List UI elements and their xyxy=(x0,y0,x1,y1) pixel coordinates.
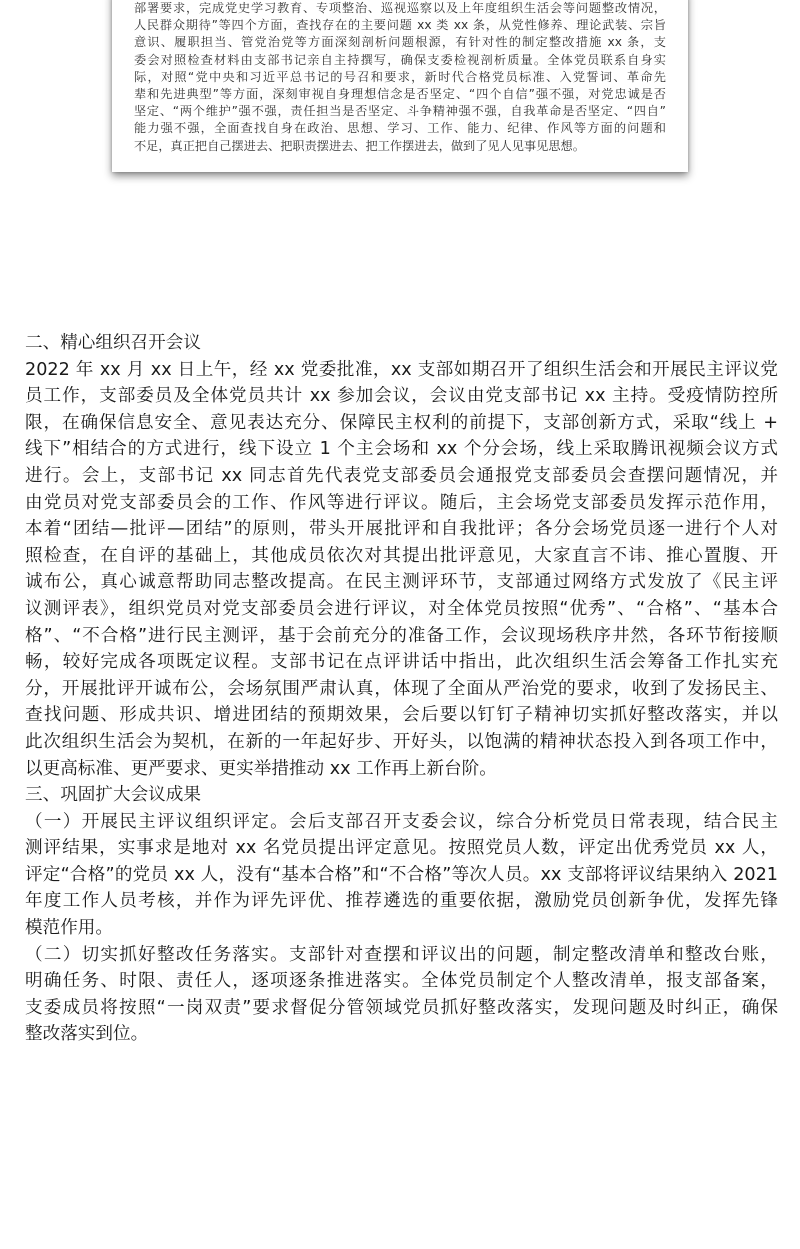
document-body xyxy=(25,330,778,1048)
text-line: 整改落实到位。 xyxy=(25,1024,149,1045)
preview-line: 意识、履职担当、管党治党等方面深刻剖析问题根源，有针对性的制定整改措施 xx 条，支 xyxy=(134,35,666,50)
text-line: 此次组织生活会为契机，在新的一年起好步、开好头，以饱满的精神状态投入到各项工作中， xyxy=(25,731,778,752)
text-line: 格”、“不合格”进行民主测评，基于会前充分的准备工作，会议现场秩序井然，各环节衔接顺 xyxy=(25,625,778,646)
text-line: 本着“团结—批评—团结”的原则，带头开展批评和自我批评；各分会场党员逐一进行个人对 xyxy=(25,519,778,540)
preview-line: 能力强不强，全面查找自身在政治、思想、学习、工作、能力、纪律、作风等方面的问题和 xyxy=(134,121,666,136)
document-preview-card xyxy=(112,0,688,172)
text-line: 诚布公，真心诚意帮助同志整改提高。在民主测评环节，支部通过网络方式发放了《民主评 xyxy=(25,572,778,593)
text-line: （一）开展民主评议组织评定。会后支部召开支委会议，综合分析党员日常表现，结合民主 xyxy=(25,811,778,832)
text-line: 议测评表》，组织党员对党支部委员会进行评议，对全体党员按照“优秀”、“合格”、“基本合 xyxy=(25,598,778,619)
text-line: 由党员对党支部委员会的工作、作风等进行评议。随后，主会场党支部委员发挥示范作用， xyxy=(25,492,778,513)
preview-line: 辈和先进典型”等方面，深刻审视自身理想信念是否坚定、“四个自信”强不强，对党忠诚是否 xyxy=(134,86,666,101)
preview-line: 坚定、“两个维护”强不强，责任担当是否坚定、斗争精神强不强，自我革命是否坚定、“四自” xyxy=(134,104,666,119)
text-line: 明确任务、时限、责任人，逐项逐条推进落实。全体党员制定个人整改清单，报支部备案， xyxy=(25,971,778,992)
section-2-paragraph xyxy=(25,357,778,783)
text-line: 模范作用。 xyxy=(25,918,113,939)
preview-line: 部署要求，完成党史学习教育、专项整治、巡视巡察以及上年度组织生活会等问题整改情况， xyxy=(134,1,666,15)
preview-text xyxy=(134,0,666,155)
preview-line: 际，对照“党中央和习近平总书记的号召和要求，新时代合格党员标准、入党誓词、革命先 xyxy=(134,69,666,84)
text-line: 员工作，支部委员及全体党员共计 xx 参加会议，会议由党支部书记 xx 主持。受疫情防控所 xyxy=(25,386,778,407)
section-3-paragraph-2 xyxy=(25,942,778,1048)
text-line: 年度工作人员考核，并作为评先评优、推荐遴选的重要依据，激励党员创新争优，发挥先锋 xyxy=(25,891,778,912)
text-line: 限，在确保信息安全、意见表达充分、保障民主权利的前提下，支部创新方式，采取“线上 + xyxy=(25,412,778,433)
preview-line: 委会对照检查材料由支部书记亲自主持撰写，确保支委检视剖析质量。全体党员联系自身实 xyxy=(134,52,666,67)
text-line: 进行。会上，支部书记 xx 同志首先代表党支部委员会通报党支部委员会查摆问题情况，并 xyxy=(25,465,778,486)
text-line: 照检查，在自评的基础上，其他成员依次对其提出批评意见，大家直言不讳、推心置腹、开 xyxy=(25,545,778,566)
text-line: 查找问题、形成共识、增进团结的预期效果，会后要以钉钉子精神切实抓好整改落实，并以 xyxy=(25,705,778,726)
text-line: 支委成员将按照“一岗双责”要求督促分管领域党员抓好整改落实，发现问题及时纠正，确保 xyxy=(25,997,778,1018)
text-line: 畅，较好完成各项既定议程。支部书记在点评讲话中指出，此次组织生活会筹备工作扎实充 xyxy=(25,652,778,673)
text-line: 以更高标准、更严要求、更实举措推动 xx 工作再上新台阶。 xyxy=(25,758,497,779)
section-3-paragraph-1 xyxy=(25,809,778,942)
text-line: 评定“合格”的党员 xx 人，没有“基本合格”和“不合格”等次人员。xx 支部将评议结果纳入 2021 xyxy=(25,864,778,885)
text-line: 2022 年 xx 月 xx 日上午，经 xx 党委批准，xx 支部如期召开了组织生活会和开展民主评议党 xyxy=(25,359,778,380)
text-line: 分，开展批评开诚布公，会场氛围严肃认真，体现了全面从严治党的要求，收到了发扬民主、 xyxy=(25,678,778,699)
section-heading-3: 三、巩固扩大会议成果 xyxy=(25,785,201,806)
text-line: 测评结果，实事求是地对 xx 名党员提出评定意见。按照党员人数，评定出优秀党员 xx 人， xyxy=(25,838,778,859)
text-line: 线下”相结合的方式进行，线下设立 1 个主会场和 xx 个分会场，线上采取腾讯视频会议方式 xyxy=(25,439,778,460)
section-heading-2: 二、精心组织召开会议 xyxy=(25,333,201,353)
preview-line: 人民群众期待”等四个方面，查找存在的主要问题 xx 类 xx 条，从党性修养、理论武装、宗旨 xyxy=(134,18,666,33)
preview-line: 不足，真正把自己摆进去、把职责摆进去、把工作摆进去，做到了见人见事见思想。 xyxy=(134,138,585,153)
text-line: （二）切实抓好整改任务落实。支部针对查摆和评议出的问题，制定整改清单和整改台账， xyxy=(25,944,778,965)
